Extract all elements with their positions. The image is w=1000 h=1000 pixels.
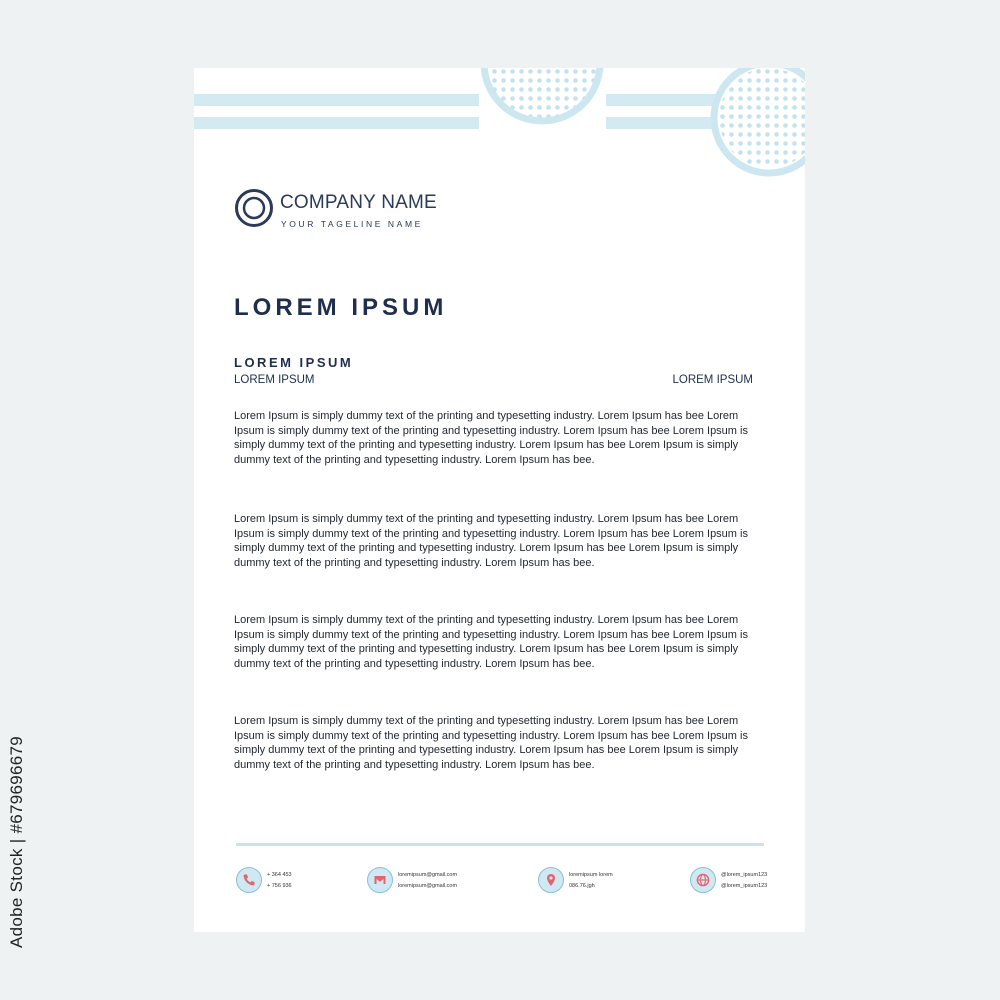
recipient-line: LOREM IPSUM [234, 374, 315, 386]
location-pin-icon [538, 867, 564, 893]
section-subheading: LOREM IPSUM [234, 355, 354, 370]
date-line: LOREM IPSUM [672, 374, 753, 386]
social-handle: @lorem_ipsum123 [721, 872, 768, 878]
globe-icon [690, 867, 716, 893]
stock-id-text: Adobe Stock | #679696679 [7, 735, 26, 949]
document-title: LOREM IPSUM [234, 294, 448, 321]
company-name: COMPANY NAME [280, 192, 437, 213]
dotted-circle-decoration [709, 68, 805, 188]
email-address: loremipsum@gmail.com [398, 883, 458, 889]
body-paragraph: Lorem Ipsum is simply dummy text of the printing and typesetting industry. Lorem Ipsum has bee Lorem Ipsum is simply dummy text of the printing and typesetting industry. Lorem Ipsum has bee Lorem Ipsum is simply dummy text of the printing and typesetting industry. Lorem Ipsum has bee Lorem Ipsum is simply dummy text of the printing and typesetting industry. Lorem Ipsum has bee. [234, 410, 748, 466]
phone-number: + 364 453 [267, 872, 292, 878]
phone-number: + 756 936 [267, 883, 292, 889]
footer-divider [236, 843, 764, 846]
social-handle: @lorem_ipsum123 [721, 883, 768, 889]
contact-email [367, 867, 477, 895]
email-icon [367, 867, 393, 893]
header-stripe [606, 94, 716, 106]
body-paragraph: Lorem Ipsum is simply dummy text of the printing and typesetting industry. Lorem Ipsum has bee Lorem Ipsum is simply dummy text of the printing and typesetting industry. Lorem Ipsum has bee Lorem Ipsum is simply dummy text of the printing and typesetting industry. Lorem Ipsum has bee Lorem Ipsum is simply dummy text of the printing and typesetting industry. Lorem Ipsum has bee. [234, 614, 748, 670]
header-stripe [194, 94, 479, 106]
contact-phone [236, 867, 316, 895]
address-line: 086.76.jgh [569, 883, 595, 889]
contact-social [690, 867, 790, 895]
body-paragraph: Lorem Ipsum is simply dummy text of the printing and typesetting industry. Lorem Ipsum has bee Lorem Ipsum is simply dummy text of the printing and typesetting industry. Lorem Ipsum has bee Lorem Ipsum is simply dummy text of the printing and typesetting industry. Lorem Ipsum has bee Lorem Ipsum is simply dummy text of the printing and typesetting industry. Lorem Ipsum has bee. [234, 513, 748, 569]
phone-icon [236, 867, 262, 893]
header-stripe [194, 117, 479, 129]
letterhead-page [194, 68, 805, 932]
company-tagline: YOUR TAGELINE NAME [281, 219, 423, 229]
address-line: loremipsum lorem [569, 872, 613, 878]
header-stripe [606, 117, 716, 129]
email-address: loremipsum@gmail.com [398, 872, 458, 878]
dotted-circle-decoration [472, 68, 612, 128]
body-paragraph: Lorem Ipsum is simply dummy text of the printing and typesetting industry. Lorem Ipsum has bee Lorem Ipsum is simply dummy text of the printing and typesetting industry. Lorem Ipsum has bee Lorem Ipsum is simply dummy text of the printing and typesetting industry. Lorem Ipsum has bee Lorem Ipsum is simply dummy text of the printing and typesetting industry. Lorem Ipsum has bee. [234, 715, 748, 771]
stock-id-vertical [2, 735, 32, 949]
company-logo-icon [234, 188, 274, 228]
contact-location [538, 867, 638, 895]
